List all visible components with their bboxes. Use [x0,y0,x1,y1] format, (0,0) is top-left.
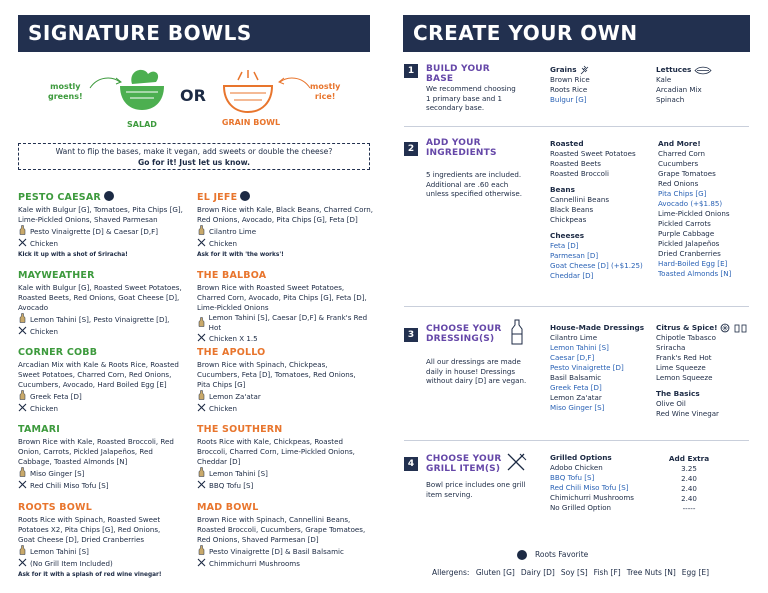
allergens-legend [432,567,715,579]
bowl-description: Lime-Pickled Onions [197,303,269,312]
grilled-header: Grilled Options [550,453,612,462]
list-item: Purple Cabbage [658,229,715,238]
utensils-icon [18,403,27,415]
dressing-bottle-icon [18,467,27,480]
bowl-description: Arcadian Mix with Kale & Roots Rice, Roasted [18,360,179,369]
bowl-description: Brown Rice with Spinach, Chickpeas, [197,360,328,369]
bowl-name: EL JEFE [197,191,375,204]
citrus-icon [720,323,748,333]
or-text: OR [180,86,206,105]
bowl-description: Charred Corn, Avocado, Pita Chips [G], Feta [D], [197,293,367,302]
bowl-dressing: Pesto Vinaigrette [D] & Basil Balsamic [197,545,375,558]
dressing-bottle-icon [197,467,206,480]
bowl-dressing: Cilantro Lime [197,225,375,238]
list-item: Cilantro Lime [550,333,598,342]
bowl-description: Pita Chips [G] [197,380,246,389]
list-item: Sriracha [656,343,686,352]
hero [18,60,370,136]
favorite-icon [104,191,114,201]
list-item: Lime Squeeze [656,363,706,372]
bowl-item [18,191,190,260]
list-item: 2.40 [681,474,697,483]
dressing-bottle-icon [18,545,27,558]
list-item: No Grilled Option [550,503,612,512]
list-item: Toasted Almonds [N] [658,269,732,278]
create-your-own-header: CREATE YOUR OWN [403,15,750,52]
list-item: Charred Corn [658,149,706,158]
list-item: Avocado (+$1.85) [658,199,723,208]
list-item: ----- [682,504,696,513]
bowl-description: Cucumbers, Avocado, Hard Boiled Egg [E] [18,380,167,389]
allergen-item: Tree Nuts [N] [626,568,676,577]
bowl-note: Ask for it with a splash of red wine vinegar! [18,572,162,578]
flip-note-line1: Want to flip the bases, make it vegan, add sweets or double the cheese? [55,147,333,156]
list-item: Arcadian Mix [656,85,702,94]
dressing-bottle-icon [197,390,206,403]
list-item: Bulgur [G] [550,95,587,104]
list-item: 3.25 [681,464,697,473]
cheeses-header: Cheeses [550,231,585,240]
salad-label: SALAD [127,120,157,129]
list-item: Roots Rice [550,85,588,94]
list-item: Lemon Squeeze [656,373,713,382]
step-desc: 5 ingredients are included. Additional are .60 each unless specified otherwise. [426,170,522,199]
bowl-note: Ask for it with 'the works'! [197,252,284,258]
utensils-icon [506,452,528,472]
list-item: 2.40 [681,484,697,493]
bowl-protein: Chicken [18,238,190,250]
list-item: Basil Balsamic [550,373,602,382]
bowl-item [18,347,190,415]
list-item: Dried Cranberries [658,249,721,258]
list-item: Adobo Chicken [550,463,603,472]
allergen-item: Fish [F] [593,568,621,577]
step-choose-dressing [404,322,749,432]
mostly-rice-text: mostly rice! [310,82,341,101]
grains-header: Grains [550,64,591,75]
list-item: 2.40 [681,494,697,503]
utensils-icon [197,403,206,415]
bowl-dressing: Lemon Tahini [S], Pesto Vinaigrette [D], [18,313,190,326]
list-item: Lemon Za'atar [550,393,602,402]
divider [404,126,749,127]
utensils-icon [18,480,27,492]
utensils-icon [18,558,27,570]
dressing-bottle-icon [18,225,27,238]
bowl-description: Potatoes X2, Pita Chips [G], Red Onions, [18,525,161,534]
list-item: Brown Rice [550,75,590,84]
dressing-bottle-icon [197,545,206,558]
list-item: Miso Ginger [S] [550,403,605,412]
bowl-description: Lime-Pickled Onions, Shaved Parmesan [18,215,158,224]
bowl-name: CORNER COBB [18,347,98,358]
divider [404,306,749,307]
bowl-description: Cabbage, Toasted Almonds [N] [18,457,128,466]
list-item: Parmesan [D] [550,251,599,260]
bowl-name: THE SOUTHERN [197,424,283,435]
step-number: 1 [404,64,418,78]
utensils-icon [18,326,27,338]
bowl-protein: Chicken [197,238,375,250]
bowl-protein: BBQ Tofu [S] [197,480,375,492]
dressing-bottle-icon [197,225,206,238]
leaf-icon [694,66,712,75]
allergens-label: Allergens: [432,568,470,577]
citrus-header: Citrus & Spice! [656,322,748,333]
and-more-header: And More! [658,139,701,148]
step-desc: Bowl price includes one grill item serving. [426,480,526,499]
divider [404,440,749,441]
bowl-description: Cucumbers, Feta [D], Tomatoes, Red Onions, [197,370,356,379]
bowl-protein: Chicken [18,326,190,338]
bowl-description: Goat Cheese [D], Dried Cranberries [18,535,145,544]
list-item: Grape Tomatoes [658,169,716,178]
add-extra-header: Add Extra [668,454,710,463]
bowl-description: Brown Rice with Kale, Roasted Broccoli, Red [18,437,174,446]
list-item: Feta [D] [550,241,579,250]
list-item: Kale [656,75,672,84]
and-more-list [658,138,731,279]
dressing-bottle-icon [18,390,27,403]
bowl-dressing: Lemon Tahini [S] [197,467,375,480]
step-choose-grill [404,452,749,522]
step-title: CHOOSE YOUR GRILL ITEM(S) [426,454,502,474]
bowl-name: ROOTS BOWL [18,502,92,513]
list-item: Cucumbers [658,159,699,168]
roasted-list [550,138,643,281]
bowl-protein: (No Grill Item Included) [18,558,190,570]
flip-note [18,143,370,170]
step-build-base [404,64,749,119]
lettuces-header: Lettuces [656,64,712,75]
list-item: Chipotle Tabasco [656,333,716,342]
bowl-description: Cheddar [D] [197,457,241,466]
beans-header: Beans [550,185,575,194]
bowl-item [197,424,375,492]
list-item: Chimichurri Mushrooms [550,493,634,502]
bowl-protein: Chicken X 1.5 [197,333,375,345]
list-item: Pickled Jalapeños [658,239,720,248]
bowl-protein: Chicken [197,403,375,415]
bowl-name: MAYWEATHER [18,270,95,281]
step-desc: We recommend choosing 1 primary base and 1 secondary base. [426,84,516,113]
utensils-icon [197,558,206,570]
dressing-bottle-icon [18,313,27,326]
bowl-description: Brown Rice with Roasted Sweet Potatoes, [197,283,345,292]
allergen-item: Gluten [G] [475,568,515,577]
bowl-description: Broccoli, Charred Corn, Lime-Pickled Onions, [197,447,355,456]
list-item: Pita Chips [G] [658,189,707,198]
bowl-item [197,270,375,345]
roasted-header: Roasted [550,139,584,148]
bowl-name: PESTO CAESAR [18,191,190,204]
grains-list [550,64,591,105]
step-title: BUILD YOUR BASE [426,64,490,84]
bowl-item [197,502,375,570]
bowl-description: Onion, Carrots, Pickled Jalapeños, Red [18,447,153,456]
bowl-name: THE APOLLO [197,347,266,358]
step-desc: All our dressings are made daily in house! Dressings without dairy [D] are vegan. [426,357,527,386]
bowl-item [18,502,190,580]
citrus-list [656,322,748,419]
utensils-icon [197,333,206,345]
list-item: Olive Oil [656,399,686,408]
bowl-name: THE BALBOA [197,270,267,281]
utensils-icon [18,238,27,250]
list-item: Roasted Sweet Potatoes [550,149,636,158]
bowl-description: Avocado [18,303,49,312]
bowl-description: Roasted Beets, Red Onions, Goat Cheese [D], [18,293,180,302]
wheat-icon [579,65,591,75]
bowl-description: Red Onions, Shaved Parmesan [D] [197,535,319,544]
bowl-description: Roots Rice with Kale, Chickpeas, Roasted [197,437,343,446]
list-item: Lemon Tahini [S] [550,343,609,352]
lettuces-list [656,64,712,105]
list-item: Cheddar [D] [550,271,594,280]
mostly-greens-text: mostly greens! [48,82,83,101]
list-item: Hard-Boiled Egg [E] [658,259,728,268]
favorite-icon [517,550,527,560]
bowl-item [197,347,375,415]
salad-bowl-icon [114,64,170,126]
bowl-dressing: Lemon Tahini [S] [18,545,190,558]
bowl-item [18,424,190,492]
bowl-dressing: Miso Ginger [S] [18,467,190,480]
step-number: 2 [404,142,418,156]
allergen-item: Soy [S] [560,568,588,577]
bowl-protein: Chicken [18,403,190,415]
allergen-item: Dairy [D] [520,568,555,577]
bowl-dressing: Greek Feta [D] [18,390,190,403]
list-item: Cannellini Beans [550,195,610,204]
allergen-item: Egg [E] [681,568,710,577]
house-dressings-list [550,322,644,413]
list-item: Roasted Beets [550,159,601,168]
bowl-dressing: Lemon Tahini [S], Caesar [D,F] & Frank's Red Hot [197,313,375,333]
bowl-item [18,270,190,338]
basics-header: The Basics [656,389,700,398]
bowl-protein: Red Chili Miso Tofu [S] [18,480,190,492]
signature-bowls-header: SIGNATURE BOWLS [18,15,370,52]
favorite-icon [240,191,250,201]
list-item: Roasted Broccoli [550,169,609,178]
bowl-description: Kale with Bulgur [G], Roasted Sweet Potatoes, [18,283,182,292]
dressing-bottle-icon [508,318,526,346]
utensils-icon [197,238,206,250]
list-item: Lime-Pickled Onions [658,209,730,218]
add-extra-list [668,453,710,514]
list-item: Red Wine Vinegar [656,409,719,418]
flip-note-line2: Go for it! Just let us know. [137,158,251,167]
step-title: CHOOSE YOUR DRESSING(S) [426,324,502,344]
arrow-icon [276,74,312,92]
list-item: BBQ Tofu [S] [550,473,595,482]
utensils-icon [197,480,206,492]
dressing-bottle-icon [197,317,206,330]
bowl-description: Kale with Bulgur [G], Tomatoes, Pita Chips [G], [18,205,183,214]
grain-bowl-label: GRAIN BOWL [221,118,281,127]
bowl-description: Brown Rice with Kale, Black Beans, Charred Corn, [197,205,373,214]
list-item: Chickpeas [550,215,587,224]
step-number: 3 [404,328,418,342]
bowl-dressing: Lemon Za'atar [197,390,375,403]
grain-bowl-icon [218,66,278,120]
step-add-ingredients [404,138,749,298]
bowl-name: TAMARI [18,424,60,435]
list-item: Red Onions [658,179,699,188]
bowl-note: Kick it up with a shot of Sriracha! [18,252,128,258]
list-item: Spinach [656,95,685,104]
list-item: Frank's Red Hot [656,353,712,362]
bowl-name: MAD BOWL [197,502,259,513]
list-item: Goat Cheese [D] (+$1.25) [550,261,643,270]
list-item: Caesar [D,F] [550,353,595,362]
bowl-description: Sweet Potatoes, Charred Corn, Red Onions, [18,370,172,379]
bowl-item [197,191,375,260]
list-item: Pickled Carrots [658,219,711,228]
favorite-legend: Roots Favorite [514,549,588,561]
bowl-dressing: Pesto Vinaigrette [D] & Caesar [D,F] [18,225,190,238]
bowl-description: Red Onions, Avocado, Pita Chips [G], Feta [D] [197,215,358,224]
step-number: 4 [404,457,418,471]
list-item: Pesto Vinaigrette [D] [550,363,624,372]
step-title: ADD YOUR INGREDIENTS [426,138,497,158]
list-item: Black Beans [550,205,594,214]
bowl-description: Brown Rice with Spinach, Cannellini Beans, [197,515,351,524]
list-item: Greek Feta [D] [550,383,602,392]
list-item: Red Chili Miso Tofu [S] [550,483,629,492]
bowl-description: Roasted Broccoli, Cucumbers, Grape Tomatoes, [197,525,366,534]
bowl-description: Roots Rice with Spinach, Roasted Sweet [18,515,161,524]
grilled-list [550,452,634,513]
house-dressings-header: House-Made Dressings [550,323,645,332]
bowl-protein: Chimmichurri Mushrooms [197,558,375,570]
